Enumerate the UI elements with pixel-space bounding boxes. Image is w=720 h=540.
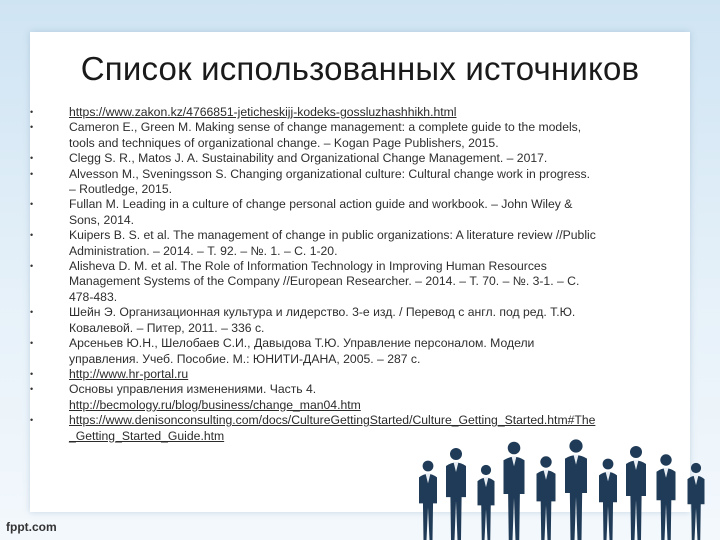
person-silhouette <box>657 454 676 540</box>
person-silhouette <box>565 439 587 540</box>
reference-line: – Routledge, 2015. <box>69 182 172 197</box>
person-silhouette <box>599 459 617 540</box>
reference-item <box>30 336 650 367</box>
reference-item <box>30 120 650 151</box>
person-silhouette <box>446 448 466 540</box>
bullet-icon: • <box>30 338 34 349</box>
bullet-icon: • <box>30 153 34 164</box>
reference-list <box>30 105 650 444</box>
reference-line: Арсеньев Ю.Н., Шелобаев С.И., Давыдова Т.Ю. Управление персоналом. Модели <box>69 336 535 351</box>
reference-line: Основы управления изменениями. Часть 4. <box>69 382 317 397</box>
person-silhouette <box>688 463 705 540</box>
reference-line: Kuipers B. S. et al. The management of change in public organizations: A literature review //Public <box>69 228 596 243</box>
reference-line: Administration. – 2014. – Т. 92. – №. 1. – С. 1-20. <box>69 243 338 258</box>
bullet-icon: • <box>30 199 34 210</box>
bullet-icon: • <box>30 368 34 379</box>
reference-line[interactable]: https://www.denisonconsulting.com/docs/CultureGettingStarted/Culture_Getting_Started.htm#The <box>69 413 596 428</box>
person-silhouette <box>537 456 556 540</box>
reference-line: управления. Учеб. Пособие. М.: ЮНИТИ-ДАНА, 2005. – 287 с. <box>69 351 421 366</box>
reference-item <box>30 228 650 259</box>
reference-line: 478-483. <box>69 289 118 304</box>
reference-item <box>30 259 650 305</box>
reference-line: Alisheva D. M. et al. The Role of Information Technology in Improving Human Resources <box>69 259 547 274</box>
reference-line: Fullan M. Leading in a culture of change personal action guide and workbook. – John Wiley & <box>69 197 573 212</box>
reference-line[interactable]: https://www.zakon.kz/4766851-jeticheskijj-kodeks-gossluzhashhikh.html <box>69 105 457 119</box>
reference-item <box>30 382 650 413</box>
person-silhouette <box>626 446 646 540</box>
bullet-icon: • <box>30 307 34 318</box>
bullet-icon: • <box>30 122 34 133</box>
reference-item <box>30 105 650 120</box>
reference-line: Cameron E., Green M. Making sense of change management: a complete guide to the models, <box>69 120 582 135</box>
reference-item <box>30 305 650 336</box>
bullet-icon: • <box>30 107 34 117</box>
bullet-icon: • <box>30 230 34 241</box>
reference-line: Шейн Э. Организационная культура и лидерство. 3-е изд. / Перевод с англ. под ред. Т.Ю. <box>69 305 576 320</box>
reference-line: Ковалевой. – Питер, 2011. – 336 с. <box>69 320 265 335</box>
reference-line[interactable]: http://becmology.ru/blog/business/change_man04.htm <box>69 397 361 412</box>
reference-item <box>30 151 650 166</box>
bullet-icon: • <box>30 261 34 272</box>
person-silhouette <box>504 442 525 540</box>
slide-title: Список использованных источников <box>80 50 640 87</box>
reference-line: Sons, 2014. <box>69 212 135 227</box>
person-silhouette <box>478 465 495 540</box>
reference-line[interactable]: _Getting_Started_Guide.htm <box>69 428 225 443</box>
reference-line: Clegg S. R., Matos J. A. Sustainability and Organizational Change Management. – 2017. <box>69 151 548 166</box>
person-silhouette <box>419 461 437 540</box>
bullet-icon: • <box>30 384 34 395</box>
business-people-silhouettes <box>408 428 720 540</box>
reference-item <box>30 367 650 382</box>
fppt-logo: fppt.com <box>6 520 57 534</box>
reference-item <box>30 197 650 228</box>
reference-line: Management Systems of the Company //European Researcher. – 2014. – Т. 70. – №. 3-1. – С. <box>69 274 580 289</box>
reference-item <box>30 167 650 198</box>
reference-line: Alvesson M., Sveningsson S. Changing organizational culture: Cultural change work in progress. <box>69 166 590 181</box>
bullet-icon: • <box>30 415 34 426</box>
reference-line: tools and techniques of organizational change. – Kogan Page Publishers, 2015. <box>69 135 499 150</box>
bullet-icon: • <box>30 168 34 179</box>
reference-line[interactable]: http://www.hr-portal.ru <box>69 366 189 381</box>
